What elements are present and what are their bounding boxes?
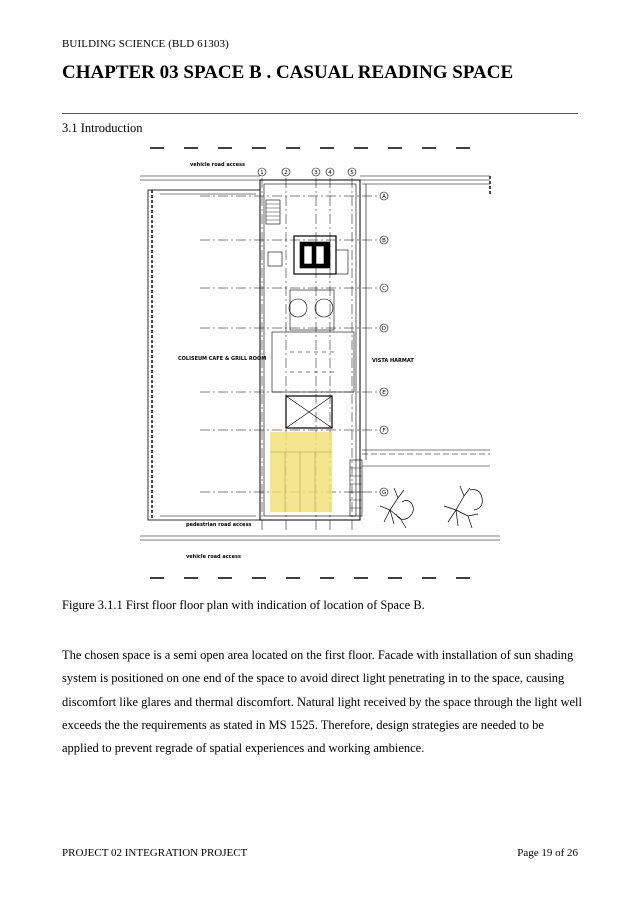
- vehicle-access-top-label: vehicle road access: [190, 162, 245, 168]
- chapter-title: CHAPTER 03 SPACE B . CASUAL READING SPACE: [62, 62, 514, 83]
- body-text: [62, 644, 582, 760]
- header-divider: [62, 113, 578, 114]
- grid-col-label: 2: [284, 170, 288, 176]
- grid-row-label: G: [381, 490, 387, 496]
- grid-row-label: C: [382, 286, 386, 292]
- footer-project: PROJECT 02 INTEGRATION PROJECT: [62, 847, 248, 859]
- cafe-label: COLISEUM CAFE & GRILL ROOM: [178, 356, 267, 362]
- space-b-highlight: [270, 432, 332, 512]
- grid-col-label: 3: [314, 170, 318, 176]
- grid-row-label: B: [382, 238, 386, 244]
- grid-row-label: F: [382, 428, 386, 434]
- grid-row-label: A: [382, 194, 386, 200]
- section-heading: 3.1 Introduction: [62, 121, 143, 135]
- body-paragraph: The chosen space is a semi open area located on the first floor. Facade with installation of sun shading system is positioned on one end of the space to avoid direct light penetrating in to the space, causing discomfort like glares and thermal discomfort. Natural light received by the space through the light well exceeds the the requirements as stated in MS 1525. Therefore, design strategies are needed to be applied to prevent regrade of spatial experiences and working ambience.: [62, 648, 582, 756]
- footer-page-number: Page 19 of 26: [517, 847, 578, 859]
- grid-row-label: D: [381, 326, 387, 332]
- figure-caption: Figure 3.1.1 First floor floor plan with indication of location of Space B.: [62, 598, 425, 612]
- vista-label: VISTA HARMAT: [372, 358, 414, 364]
- tree-icon: [444, 486, 482, 528]
- vehicle-access-bottom-label: vehicle road access: [186, 554, 241, 560]
- grid-col-label: 4: [328, 170, 332, 176]
- running-header: BUILDING SCIENCE (BLD 61303): [62, 38, 229, 50]
- grid-row-label: E: [382, 390, 386, 396]
- grid-col-label: 5: [350, 170, 354, 176]
- pedestrian-access-label: pedestrian road access: [186, 522, 252, 528]
- floor-plan-figure: [140, 140, 500, 588]
- floor-plan-drawing: [140, 140, 500, 588]
- grid-col-label: 1: [260, 170, 264, 176]
